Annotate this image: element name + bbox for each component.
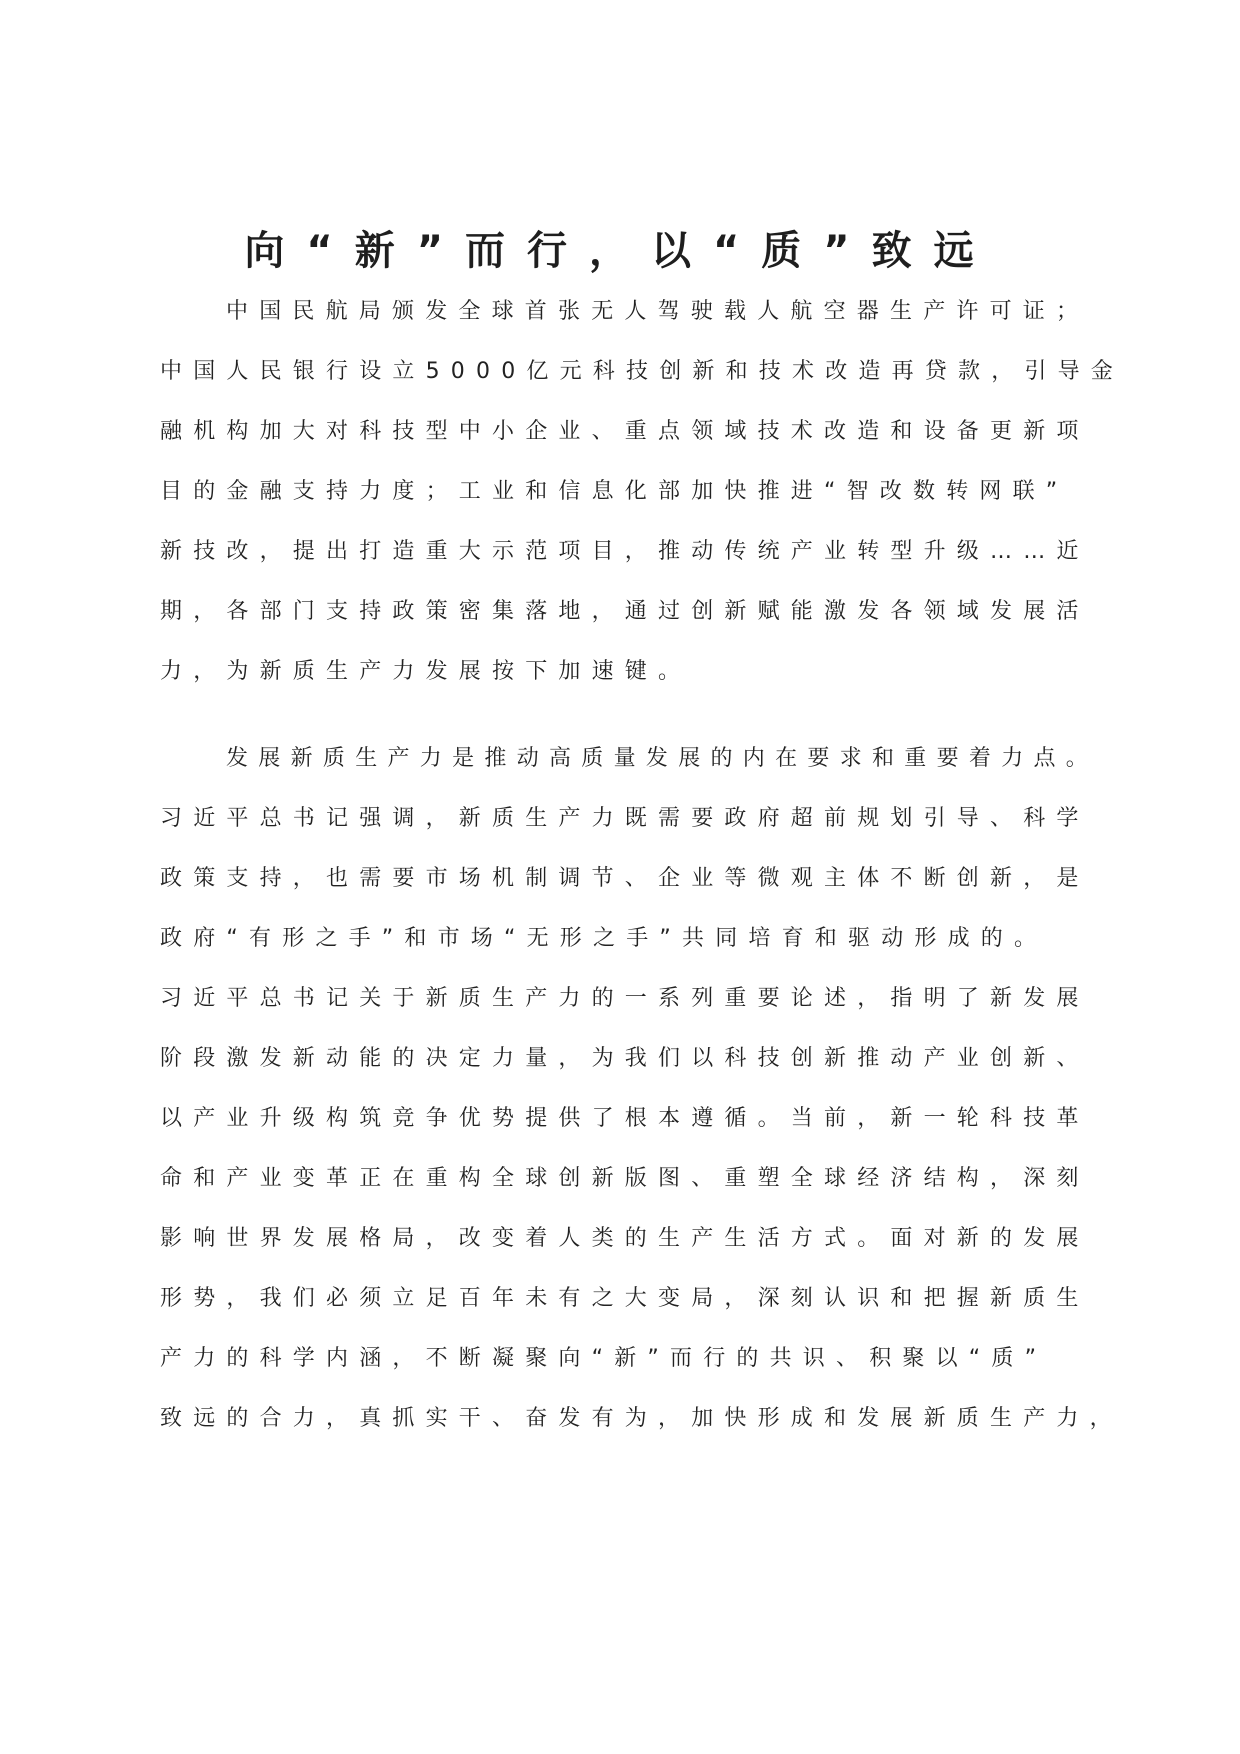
paragraph-line: 习近平总书记关于新质生产力的一系列重要论述，指明了新发展 [160, 986, 1090, 1011]
paragraph-line: 以产业升级构筑竞争优势提供了根本遵循。当前，新一轮科技革 [160, 1106, 1090, 1131]
paragraph-line: 力，为新质生产力发展按下加速键。 [160, 659, 692, 684]
paragraph-line: 形势，我们必须立足百年未有之大变局，深刻认识和把握新质生 [160, 1286, 1090, 1311]
paragraph-line: 发展新质生产力是推动高质量发展的内在要求和重要着力点。 [226, 746, 1099, 771]
paragraph-line: 新技改，提出打造重大示范项目，推动传统产业转型升级……近 [160, 539, 1090, 564]
paragraph-line: 中国民航局颁发全球首张无人驾驶载人航空器生产许可证； [226, 299, 1090, 324]
document-title: 向“新”而行，以“质”致远 [244, 227, 996, 274]
paragraph-line: 阶段激发新动能的决定力量，为我们以科技创新推动产业创新、 [160, 1046, 1090, 1071]
paragraph-line: 影响世界发展格局，改变着人类的生产生活方式。面对新的发展 [160, 1226, 1090, 1251]
paragraph-1 [160, 282, 1124, 702]
paragraph-line: 致远的合力，真抓实干、奋发有为，加快形成和发展新质生产力， [160, 1406, 1123, 1431]
paragraph-line: 期，各部门支持政策密集落地，通过创新赋能激发各领域发展活 [160, 599, 1090, 624]
paragraph-line: 中国人民银行设立5000亿元科技创新和技术改造再贷款，引导金 [160, 359, 1124, 384]
paragraph-line: 融机构加大对科技型中小企业、重点领域技术改造和设备更新项 [160, 419, 1090, 444]
paragraph-line: 政策支持，也需要市场机制调节、企业等微观主体不断创新，是 [160, 866, 1090, 891]
paragraph-line: 产力的科学内涵，不断凝聚向“新”而行的共识、积聚以“质” [160, 1346, 1048, 1371]
paragraph-line: 目的金融支持力度；工业和信息化部加快推进“智改数转网联” [160, 479, 1069, 504]
paragraph-line: 政府“有形之手”和市场“无形之手”共同培育和驱动形成的。 [160, 926, 1048, 951]
paragraph-2 [160, 729, 1123, 1449]
document-body [160, 282, 1124, 1449]
paragraph-line: 命和产业变革正在重构全球创新版图、重塑全球经济结构，深刻 [160, 1166, 1090, 1191]
paragraph-line: 习近平总书记强调，新质生产力既需要政府超前规划引导、科学 [160, 806, 1090, 831]
